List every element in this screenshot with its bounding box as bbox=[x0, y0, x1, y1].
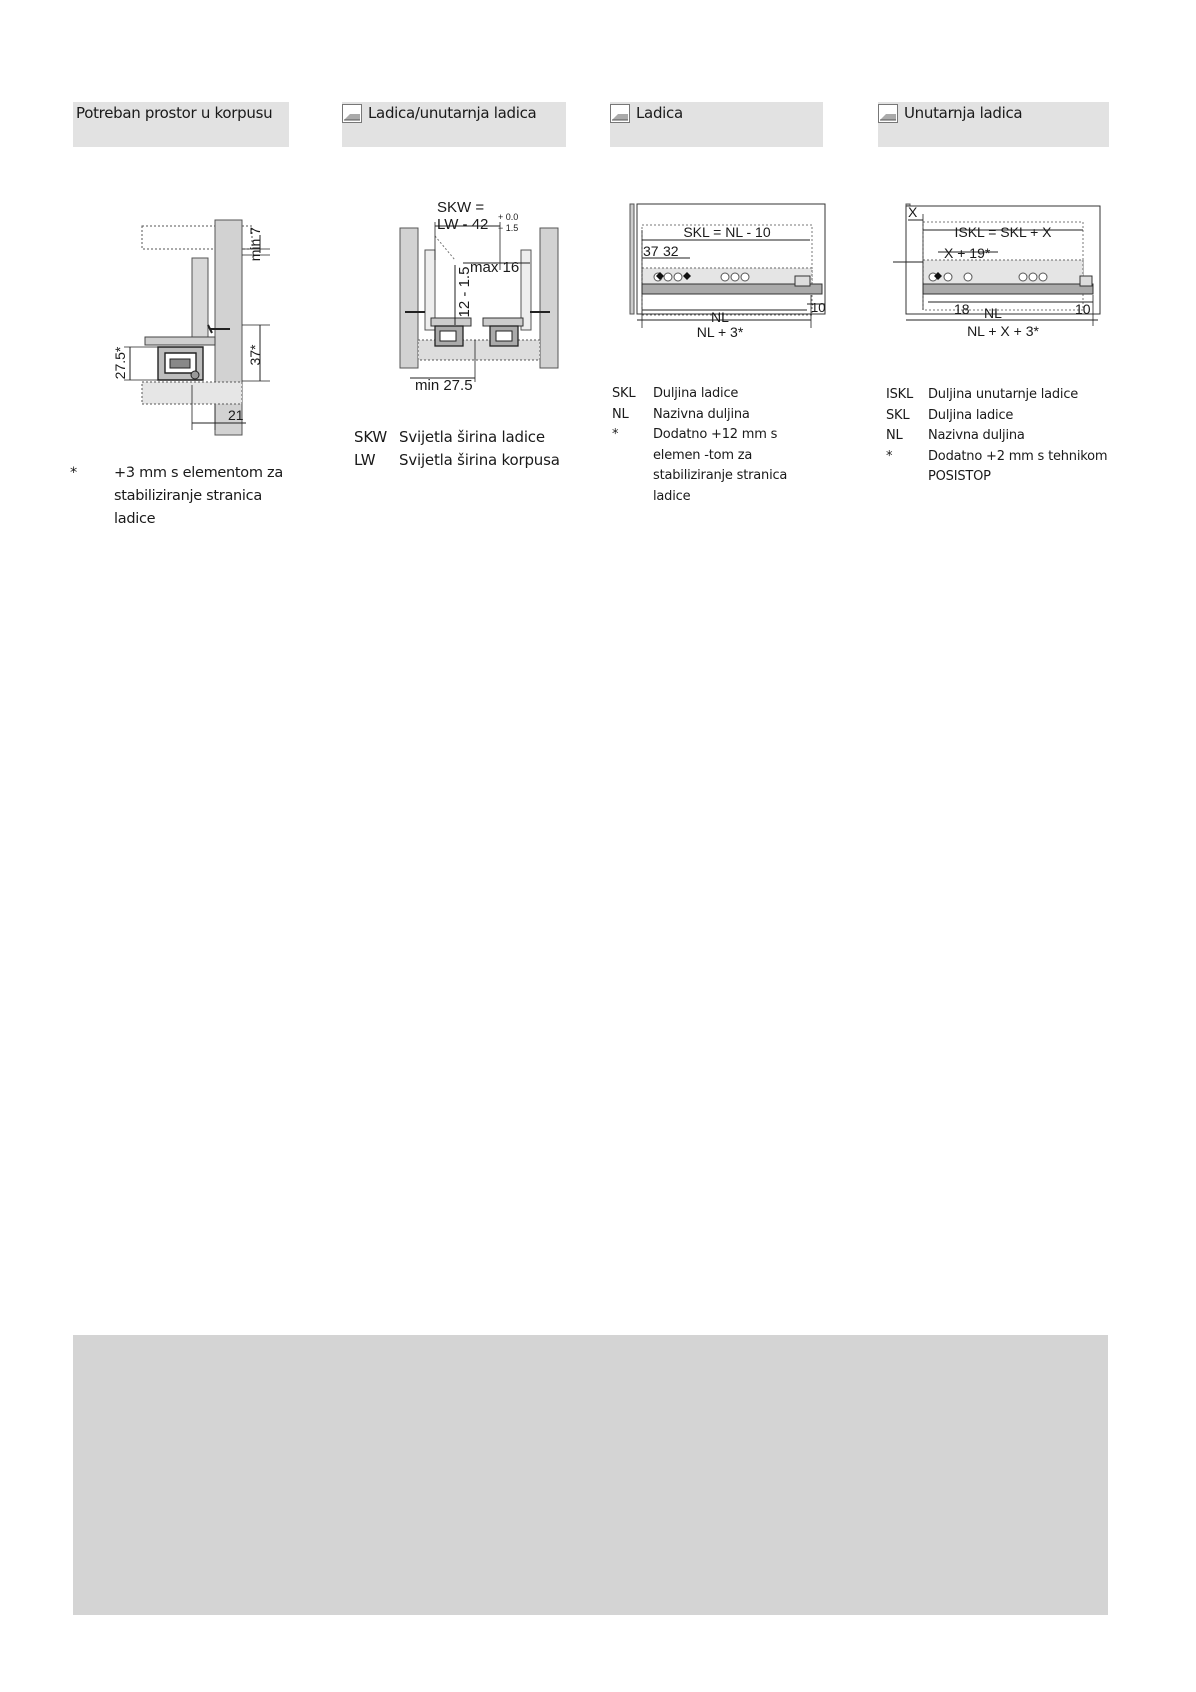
figure3-legend bbox=[612, 384, 822, 507]
lbl-10: 10 bbox=[1075, 301, 1091, 317]
dim-21: 21 bbox=[228, 407, 244, 423]
figure2-legend bbox=[354, 426, 560, 472]
dim-27-5: 27.5* bbox=[112, 346, 128, 380]
header-ladica bbox=[610, 102, 823, 147]
legend-row bbox=[354, 449, 560, 472]
dim-37: 37* bbox=[247, 344, 263, 366]
legend-value: Duljina ladice bbox=[653, 386, 739, 401]
lbl-nl: NL bbox=[984, 305, 1002, 321]
legend-key: SKL bbox=[886, 407, 910, 423]
bottom-gray-panel bbox=[73, 1335, 1108, 1615]
legend-row bbox=[354, 426, 554, 449]
header-label: Unutarnja ladica bbox=[904, 104, 1023, 122]
figure1-note bbox=[70, 462, 300, 531]
legend-row bbox=[886, 426, 1108, 447]
lbl-max16: max 16 bbox=[470, 259, 520, 276]
lbl-skw: SKW = bbox=[437, 199, 485, 216]
lbl-nl: NL bbox=[711, 309, 729, 325]
legend-row bbox=[886, 406, 1108, 427]
legend-value: Dodatno +2 mm s tehnikom POSISTOP bbox=[928, 448, 1108, 484]
drawer-icon bbox=[610, 104, 630, 123]
header-label: Ladica bbox=[636, 104, 683, 122]
lbl-x19: X + 19* bbox=[944, 245, 991, 261]
legend-key: * bbox=[612, 427, 619, 442]
drawer-icon bbox=[878, 104, 898, 123]
header-potreban-prostor bbox=[73, 102, 289, 147]
lbl-32: 32 bbox=[663, 243, 679, 259]
legend-key: NL bbox=[886, 428, 903, 443]
dim-min7: min 7 bbox=[247, 227, 263, 262]
legend-key: SKW bbox=[354, 428, 388, 446]
lbl-iskl: ISKL = SKL + X bbox=[954, 224, 1052, 240]
legend-row bbox=[612, 384, 822, 405]
figure-inner-drawer-length bbox=[888, 200, 1110, 350]
note-star: * bbox=[70, 465, 77, 481]
legend-value: Dodatno +12 mm s elemen -tom za stabiliziranje stranica ladice bbox=[653, 427, 788, 504]
legend-row bbox=[612, 405, 822, 426]
lbl-37: 37 bbox=[643, 243, 659, 259]
legend-key: * bbox=[886, 448, 893, 464]
legend-row bbox=[886, 385, 1108, 406]
header-label: Ladica/unutarnja ladica bbox=[368, 104, 537, 122]
legend-value: Nazivna duljina bbox=[928, 428, 1025, 443]
lbl-min275: min 27.5 bbox=[415, 377, 473, 394]
header-label: Potreban prostor u korpusu bbox=[76, 104, 273, 122]
lbl-skl: SKL = NL - 10 bbox=[683, 224, 771, 240]
figure-cabinet-space bbox=[110, 195, 280, 440]
figure-drawer-length bbox=[615, 200, 830, 350]
lbl-nl3: NL + 3* bbox=[696, 324, 744, 340]
legend-key: NL bbox=[612, 406, 629, 422]
legend-key: SKL bbox=[612, 386, 636, 401]
legend-key: LW bbox=[354, 451, 376, 469]
header-unutarnja-ladica bbox=[878, 102, 1109, 147]
note-text: +3 mm s elementom za stabiliziranje stranica ladice bbox=[114, 465, 283, 527]
lbl-lw42: LW - 42 bbox=[437, 216, 489, 233]
lbl-x: X bbox=[908, 204, 918, 220]
drawer-icon bbox=[342, 104, 362, 123]
legend-value: Duljina unutarnje ladice bbox=[928, 387, 1079, 402]
figure-drawer-width bbox=[395, 199, 570, 394]
legend-value: Svijetla širina korpusa bbox=[399, 451, 560, 469]
lbl-tol-plus: + 0.0 bbox=[498, 212, 519, 222]
figure4-legend bbox=[886, 385, 1108, 488]
legend-value: Svijetla širina ladice bbox=[399, 428, 545, 446]
lbl-18: 18 bbox=[954, 301, 970, 317]
lbl-tol-minus: − 1.5 bbox=[498, 223, 519, 233]
lbl-12: 12 - 1.5 bbox=[456, 266, 473, 318]
lbl-nlx3: NL + X + 3* bbox=[967, 323, 1039, 339]
legend-key: ISKL bbox=[886, 387, 914, 402]
lbl-10: 10 bbox=[811, 300, 826, 315]
legend-value: Nazivna duljina bbox=[653, 406, 750, 422]
header-ladica-unutarnja bbox=[342, 102, 566, 147]
legend-row bbox=[612, 425, 822, 507]
legend-value: Duljina ladice bbox=[928, 407, 1014, 423]
legend-row bbox=[886, 447, 1108, 488]
